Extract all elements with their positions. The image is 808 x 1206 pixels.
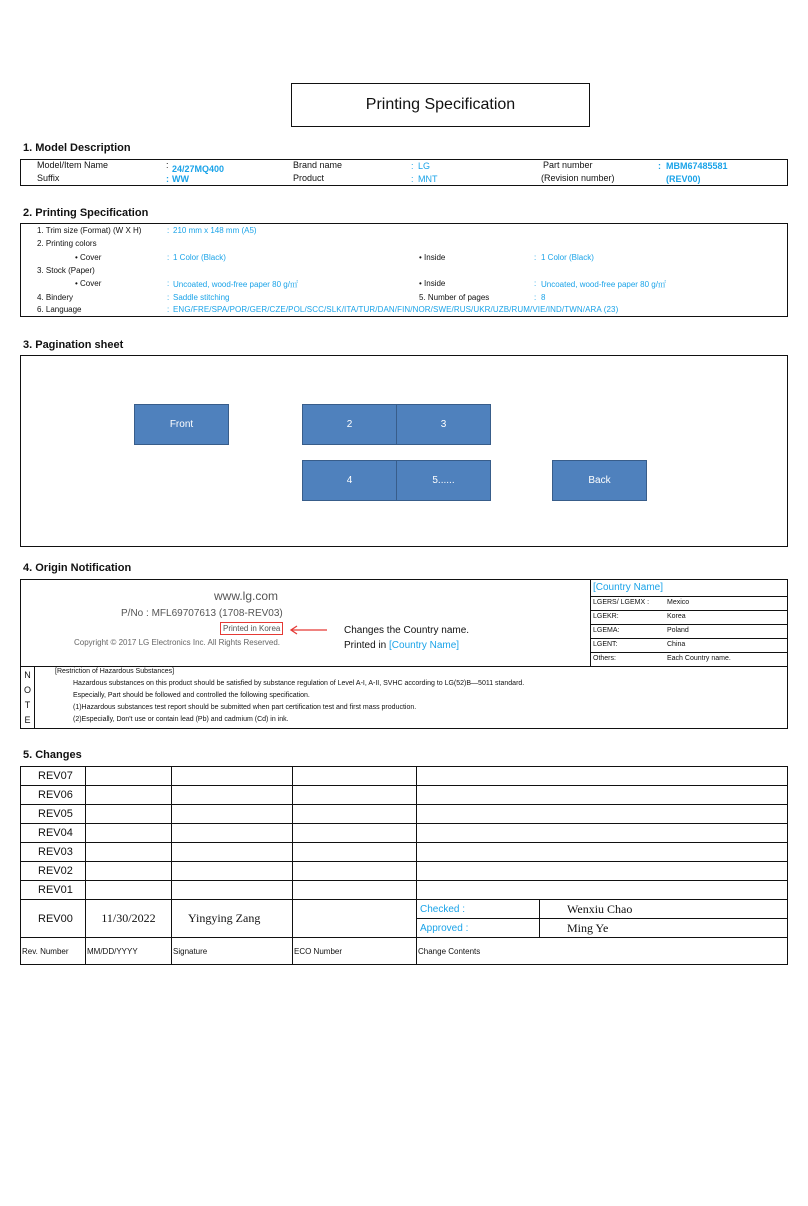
section4-title: 4. Origin Notification — [23, 562, 132, 574]
inside-color-value: 1 Color (Black) — [541, 253, 594, 262]
product-value: MNT — [418, 174, 438, 184]
title-box — [291, 83, 590, 127]
changes-table — [20, 766, 788, 965]
table-row — [21, 881, 788, 900]
cover-color-label: • Cover — [75, 253, 102, 262]
header-eco-number: ECO Number — [293, 938, 417, 965]
table-row — [21, 843, 788, 862]
trim-value: 210 mm x 148 mm (A5) — [173, 226, 257, 235]
rev-signature: Yingying Zang — [172, 900, 293, 938]
cover-stock-label: • Cover — [75, 279, 102, 288]
checked-label: Checked : — [417, 900, 540, 919]
note-heading: [Restriction of Hazardous Substances] — [55, 668, 175, 675]
rev-number: REV01 — [21, 881, 86, 900]
change-note-line2 — [344, 640, 459, 651]
inside-color-label: • Inside — [419, 253, 446, 262]
rev-number: REV03 — [21, 843, 86, 862]
section5-title: 5. Changes — [23, 749, 82, 761]
origin-notification-box — [20, 579, 788, 729]
country-code: LGENT: — [593, 641, 618, 648]
note-letter: N — [24, 669, 31, 680]
revision-label: (Revision number) — [541, 173, 615, 183]
printing-spec-box: 1. Trim size (Format) (W X H) : 210 mm x 148 mm (A5) 2. Printing colors • Cover : 1 Color (Black) • Inside : 1 Color (Black) 3. Stock (Paper) • Cover : Uncoated, wood-free paper 80 g/㎡ • Inside : Uncoated, wood-free paper 80 g/㎡ 4. Bindery : Saddle stitching 5. Number of pages : 8 6. Language : ENG/FRE/SPA/POR/GER/CZE/POL/SCC/SLK/ITA/TUR/DAN/FIN/NOR/SWE/RUS/UKR/UZB/RUM/VIE/IND/TWN/ARA (23) — [20, 223, 788, 317]
table-header-row — [21, 938, 788, 965]
rev-number: REV05 — [21, 805, 86, 824]
pages-label: 5. Number of pages — [419, 293, 490, 302]
rev-number: REV02 — [21, 862, 86, 881]
country-table — [590, 580, 787, 666]
part-label: Part number — [543, 160, 593, 170]
note-line: (1)Hazardous substances test report should be submitted when part certification test and first mass production. — [73, 704, 417, 711]
suffix-label: Suffix — [37, 173, 60, 183]
section2-title: 2. Printing Specification — [23, 207, 149, 219]
rev-number: REV06 — [21, 786, 86, 805]
country-name: Each Country name. — [667, 655, 731, 662]
suffix-value: WW — [172, 174, 189, 184]
inside-stock-label: • Inside — [419, 279, 446, 288]
cover-stock-value: Uncoated, wood-free paper 80 g/㎡ — [173, 280, 298, 289]
revision-value: (REV00) — [666, 174, 701, 184]
table-row — [21, 786, 788, 805]
approved-name: Ming Ye — [540, 919, 788, 938]
page-4: 4 — [302, 460, 397, 501]
header-signature: Signature — [172, 938, 293, 965]
approved-label: Approved : — [417, 919, 540, 938]
page-back: Back — [552, 460, 647, 501]
language-value: ENG/FRE/SPA/POR/GER/CZE/POL/SCC/SLK/ITA/TUR/DAN/FIN/NOR/SWE/RUS/UKR/UZB/RUM/VIE/IND/TWN/ARA (23) — [173, 305, 619, 314]
brand-label: Brand name — [293, 160, 343, 170]
rev-date: 11/30/2022 — [86, 900, 172, 938]
country-code: LGEKR: — [593, 613, 619, 620]
country-code: Others: — [593, 655, 616, 662]
section1-title: 1. Model Description — [23, 142, 131, 154]
pages-value: 8 — [541, 293, 546, 302]
model-value: 24/27MQ400 — [172, 164, 225, 174]
country-code: LGEMA: — [593, 627, 620, 634]
arrow-left-icon — [288, 624, 328, 636]
section3-title: 3. Pagination sheet — [23, 339, 124, 351]
copyright: Copyright © 2017 LG Electronics Inc. All Rights Reserved. — [74, 638, 280, 647]
table-row — [21, 862, 788, 881]
note-letter: E — [24, 714, 31, 725]
page-5: 5...... — [396, 460, 491, 501]
table-row — [21, 900, 788, 919]
country-name: China — [667, 641, 686, 648]
language-label: 6. Language — [37, 305, 82, 314]
table-row — [21, 805, 788, 824]
product-label: Product — [293, 173, 325, 183]
note-letter: O — [23, 684, 31, 695]
note-letter: T — [24, 699, 31, 710]
note-line: Hazardous substances on this product should be satisfied by substance regulation of Level A-I, A-II, SVHC according to LG(52)B—5011 standard. — [73, 680, 525, 687]
colors-label: 2. Printing colors — [37, 239, 97, 248]
page-2: 2 — [302, 404, 397, 445]
header-change-contents: Change Contents — [417, 938, 788, 965]
bindery-value: Saddle stitching — [173, 293, 230, 302]
printed-in-korea: Printed in Korea — [220, 622, 283, 635]
country-code: LGERS/ LGEMX : — [593, 599, 650, 606]
table-row — [21, 767, 788, 786]
note-letter-column — [21, 666, 35, 728]
bindery-label: 4. Bindery — [37, 293, 74, 302]
cover-color-value: 1 Color (Black) — [173, 253, 226, 262]
inside-stock-value: Uncoated, wood-free paper 80 g/㎡ — [541, 280, 666, 289]
page-title: Printing Specification — [365, 96, 516, 113]
part-value: MBM67485581 — [666, 161, 728, 171]
change-note-prefix: Printed in — [344, 640, 390, 651]
table-row — [21, 824, 788, 843]
pagination-sheet-box — [20, 355, 788, 547]
rev-number: REV07 — [21, 767, 86, 786]
note-line: (2)Especially, Don't use or contain lead (Pb) and cadmium (Cd) in ink. — [73, 716, 289, 723]
trim-label: 1. Trim size (Format) (W X H) — [37, 226, 142, 235]
stock-label: 3. Stock (Paper) — [37, 266, 95, 275]
country-name: Korea — [667, 613, 686, 620]
change-note-line1: Changes the Country name. — [344, 625, 470, 636]
page-3: 3 — [396, 404, 491, 445]
brand-value: LG — [418, 161, 431, 171]
country-name: Mexico — [667, 599, 690, 606]
page-front: Front — [134, 404, 229, 445]
note-line: Especially, Part should be followed and controlled the following specification. — [73, 692, 310, 699]
model-label: Model/Item Name — [37, 160, 109, 170]
country-table-header: [Country Name] — [593, 582, 664, 593]
origin-url: www.lg.com — [214, 589, 279, 603]
country-name: Poland — [667, 627, 689, 634]
header-rev-number: Rev. Number — [21, 938, 86, 965]
checked-name: Wenxiu Chao — [540, 900, 788, 919]
rev-number: REV00 — [21, 900, 86, 938]
origin-pno: P/No : MFL69707613 (1708-REV03) — [121, 608, 283, 619]
header-date: MM/DD/YYYY — [86, 938, 172, 965]
change-note-country: [Country Name] — [389, 640, 460, 651]
model-description-box: Model/Item Name : 24/27MQ400 Suffix : WW Brand name : LG Product : MNT Part number : MBM67485581 (Revision number) (REV00) — [20, 159, 788, 186]
rev-number: REV04 — [21, 824, 86, 843]
